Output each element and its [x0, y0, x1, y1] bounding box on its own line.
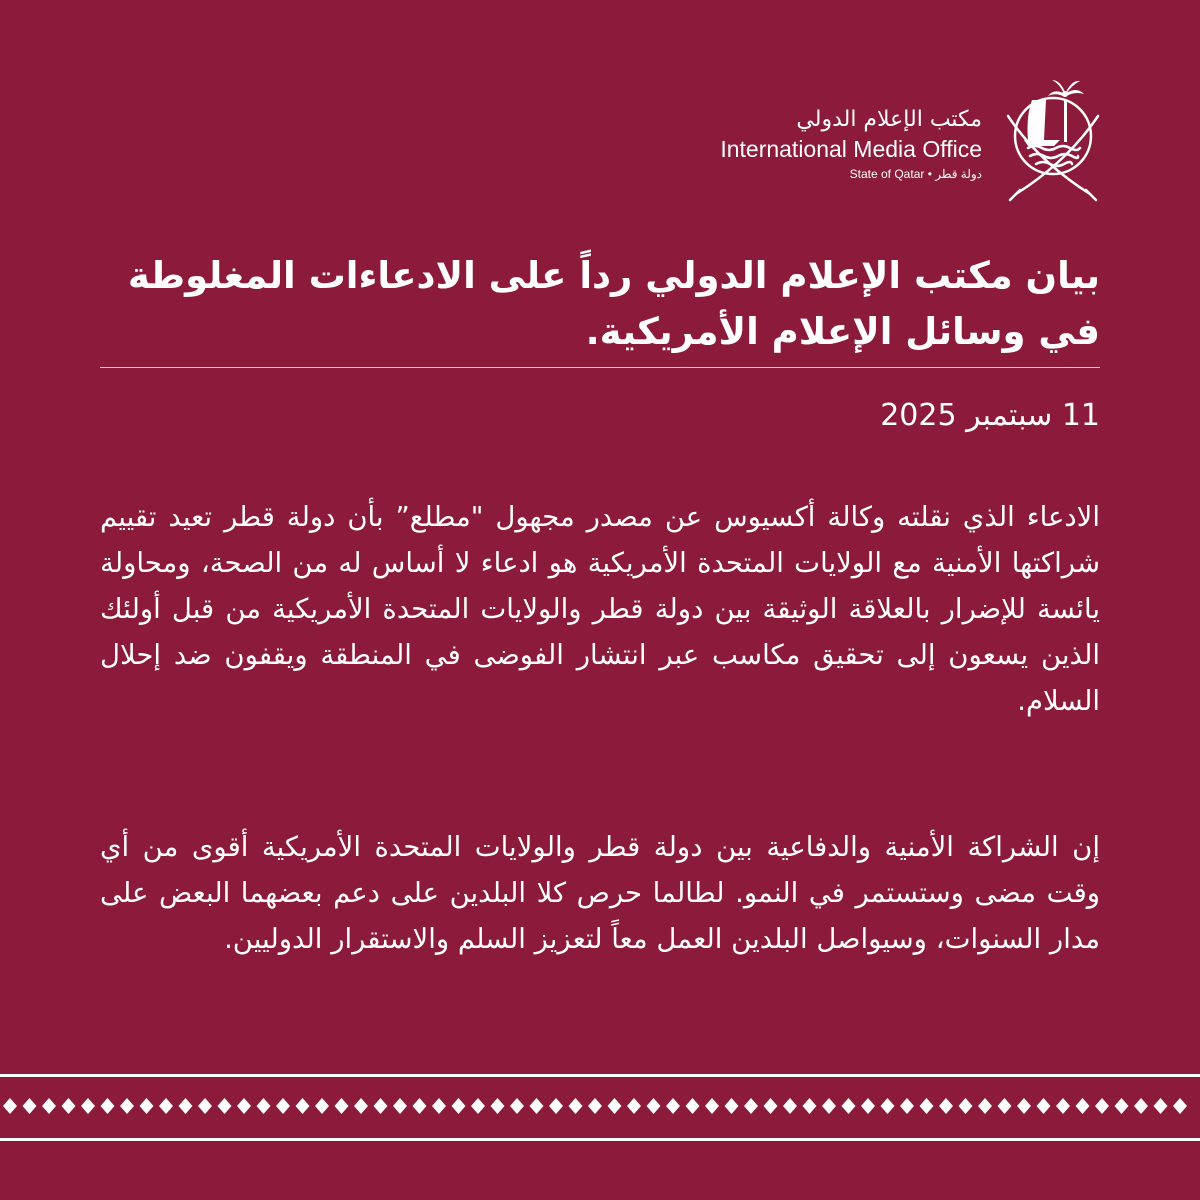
diamond-ornament	[1095, 1098, 1109, 1114]
diamond-ornament	[62, 1098, 76, 1114]
diamond-ornament	[393, 1098, 407, 1114]
diamond-ornament	[510, 1098, 524, 1114]
diamond-ornament	[627, 1098, 641, 1114]
header-logo	[688, 66, 1108, 216]
diamond-ornament	[23, 1098, 37, 1114]
diamond-ornament	[725, 1098, 739, 1114]
diamond-ornament	[81, 1098, 95, 1114]
diamond-ornament	[959, 1098, 973, 1114]
diamond-ornament	[432, 1098, 446, 1114]
logo-arabic-name: مكتب الإعلام الدولي	[796, 107, 982, 132]
diamond-ornament	[42, 1098, 56, 1114]
border-bottom-line	[0, 1138, 1200, 1141]
diamond-ornament	[1154, 1098, 1168, 1114]
diamond-ornament	[861, 1098, 875, 1114]
diamond-ornament	[140, 1098, 154, 1114]
diamond-ornament	[354, 1098, 368, 1114]
logo-english-name: International Media Office	[720, 136, 982, 162]
qatar-emblem-icon	[998, 66, 1108, 216]
diamond-ornament	[452, 1098, 466, 1114]
diamond-ornament	[744, 1098, 758, 1114]
diamond-ornament	[237, 1098, 251, 1114]
diamond-ornament	[822, 1098, 836, 1114]
diamond-ornament	[1173, 1098, 1187, 1114]
diamond-ornament	[257, 1098, 271, 1114]
diamond-ornament	[881, 1098, 895, 1114]
diamond-ornament	[549, 1098, 563, 1114]
diamond-ornament	[666, 1098, 680, 1114]
diamond-ornament	[608, 1098, 622, 1114]
diamond-ornament	[101, 1098, 115, 1114]
diamond-ornament	[764, 1098, 778, 1114]
diamond-ornament	[1037, 1098, 1051, 1114]
diamond-ornament	[900, 1098, 914, 1114]
diamond-ornament	[803, 1098, 817, 1114]
logo-text	[682, 106, 982, 184]
statement-date: 11 سبتمبر 2025	[880, 398, 1100, 433]
diamond-ornament	[276, 1098, 290, 1114]
diamond-ornament	[315, 1098, 329, 1114]
statement-paragraph-2: إن الشراكة الأمنية والدفاعية بين دولة قطر والولايات المتحدة الأمريكية أقوى من أي وقت مضى وستستمر في النمو. لطالما حرص كلا البلدين على دعم بعضهما البعض على مدار السنوات، وسيواصل البلدين العمل معاً لتعزيز السلم والاستقرار الدوليين.	[100, 831, 1100, 955]
diamond-ornament	[530, 1098, 544, 1114]
diamond-ornament	[588, 1098, 602, 1114]
divider	[100, 367, 1100, 368]
diamond-ornament	[978, 1098, 992, 1114]
diamond-ornament	[939, 1098, 953, 1114]
statement-title: بيان مكتب الإعلام الدولي رداً على الادعاءات المغلوطة في وسائل الإعلام الأمريكية.	[127, 254, 1100, 353]
statement-paragraph-1: الادعاء الذي نقلته وكالة أكسيوس عن مصدر مجهول "مطلع” بأن دولة قطر تعيد تقييم شراكتها الأمنية مع الولايات المتحدة الأمريكية هو ادعاء لا أساس له من الصحة، ومحاولة يائسة للإضرار بالعلاقة الوثيقة بين دولة قطر والولايات المتحدة الأمريكية من قبل أولئك الذين يسعون إلى تحقيق مكاسب عبر انتشار الفوضى في المنطقة ويقفون ضد إحلال السلام.	[100, 501, 1100, 717]
diamond-ornament	[198, 1098, 212, 1114]
diamond-ornament	[998, 1098, 1012, 1114]
diamond-ornament	[335, 1098, 349, 1114]
diamond-ornament	[647, 1098, 661, 1114]
diamond-ornament	[569, 1098, 583, 1114]
diamond-ornament	[491, 1098, 505, 1114]
border-top-line	[0, 1074, 1200, 1077]
diamond-ornament	[920, 1098, 934, 1114]
diamond-ornament	[1017, 1098, 1031, 1114]
diamond-ornament	[471, 1098, 485, 1114]
diamond-ornament	[783, 1098, 797, 1114]
diamond-ornament	[179, 1098, 193, 1114]
diamond-ornament	[413, 1098, 427, 1114]
diamond-ornament	[159, 1098, 173, 1114]
diamond-ornament	[705, 1098, 719, 1114]
diamond-ornament	[1076, 1098, 1090, 1114]
diamond-ornament	[1056, 1098, 1070, 1114]
diamond-ornament	[374, 1098, 388, 1114]
diamond-ornament	[842, 1098, 856, 1114]
diamond-ornament	[686, 1098, 700, 1114]
diamond-ornament	[1134, 1098, 1148, 1114]
diamond-pattern	[0, 1094, 1200, 1118]
diamond-ornament	[296, 1098, 310, 1114]
diamond-ornament	[3, 1098, 17, 1114]
logo-state-name: State of Qatar • دولة قطر	[849, 167, 982, 181]
diamond-ornament	[1115, 1098, 1129, 1114]
diamond-ornament	[218, 1098, 232, 1114]
diamond-ornament	[120, 1098, 134, 1114]
